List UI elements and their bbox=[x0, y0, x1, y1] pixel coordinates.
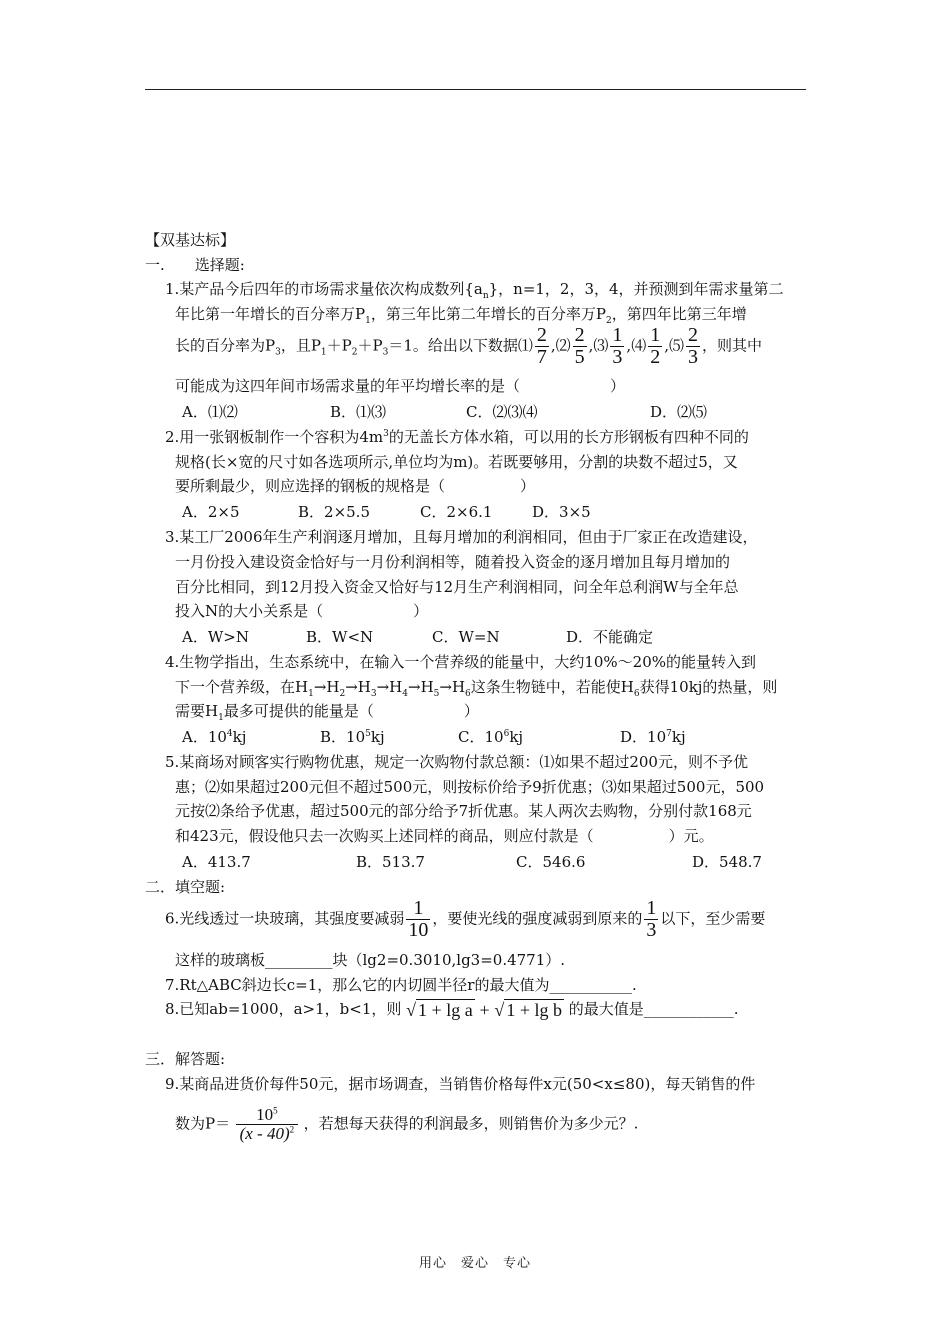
fraction: $\frac{1}{3}$ bbox=[646, 897, 657, 941]
q3-option-a: A．W>N bbox=[182, 628, 249, 646]
q3-option-d: D．不能确定 bbox=[566, 628, 654, 646]
q2-option-a: A．2×5 bbox=[182, 503, 240, 521]
fraction: $\frac{2}{7}$ bbox=[536, 324, 547, 368]
q2-option-c: C．2×6.1 bbox=[420, 503, 493, 521]
fraction: $\frac{1}{3}$ bbox=[612, 324, 623, 368]
q3-option-c: C．W=N bbox=[432, 628, 500, 646]
q3-line1: 3.某工厂2006年生产利润逐月增加，且每月增加的利润相同，但由于厂家正在改造建设， bbox=[165, 528, 758, 546]
section-heading: 【双基达标】 bbox=[145, 231, 236, 249]
q5-option-b: B．513.7 bbox=[356, 853, 425, 871]
fraction: $\frac{1}{10}$ bbox=[408, 897, 429, 941]
q3-line3: 百分比相同，到12月投入资金又恰好与12月生产利润相同，问全年总利润W与全年总 bbox=[175, 578, 739, 596]
q2-line2: 规格(长×宽的尺寸如各选项所示,单位均为m)。若既要够用，分割的块数不超过5，又 bbox=[175, 453, 738, 471]
q6-line1: 6.光线透过一块玻璃，其强度要减弱 $\frac{1}{10}$ ，要使光线的强度减弱到原来的 $\frac{1}{3}$ 以下，至少需要 bbox=[165, 897, 766, 941]
q4-option-d: D．$10^7kj$ bbox=[620, 728, 686, 746]
q5-option-c: C．546.6 bbox=[516, 853, 586, 871]
q1-line2: 年比第一年增长的百分率万$P_1$，第三年比第二年增长的百分率万$P_2$，第四年比第三年增 bbox=[175, 305, 747, 326]
q1-option-a: A．⑴⑵ bbox=[182, 403, 238, 421]
q5-line2: 惠；⑵如果超过200元但不超过500元，则按标价给予9折优惠；⑶如果超过500元，500 bbox=[175, 778, 765, 796]
fraction: $\frac{10^5}{(x - 40)^2}$ bbox=[236, 1106, 298, 1143]
q5-line4: 和423元，假设他只去一次购买上述同样的商品，则应付款是（ ）元。 bbox=[175, 827, 714, 845]
section-choice-title: 一. 选择题: bbox=[145, 256, 245, 274]
q2-line3: 要所剩最少，则应选择的钢板的规格是（ ） bbox=[175, 477, 536, 495]
sqrt-expression: √ 1 + lg a bbox=[406, 999, 473, 1020]
q5-option-a: A．413.7 bbox=[182, 853, 251, 871]
q6-line2: 这样的玻璃板_________块（lg2=0.3010,lg3=0.4771）. bbox=[175, 951, 566, 969]
fraction: $\frac{2}{3}$ bbox=[687, 324, 698, 368]
q5-line1: 5.某商场对顾客实行购物优惠，规定一次购物付款总额：⑴如果不超过200元，则不予优 bbox=[165, 753, 748, 771]
q2-option-d: D．3×5 bbox=[532, 503, 591, 521]
fraction: $\frac{2}{5}$ bbox=[574, 324, 585, 368]
q1-option-c: C．⑵⑶⑷ bbox=[466, 403, 538, 421]
q5-option-d: D．548.7 bbox=[692, 853, 762, 871]
q8-line: 8.已知ab=1000，a>1，b<1，则 √ 1 + lg a + √ 1 + lg b 的最大值是____________. bbox=[165, 999, 739, 1020]
q3-line4: 投入N的大小关系是（ ） bbox=[175, 602, 429, 620]
q9-line1: 9.某商品进货价每件50元，据市场调查，当销售价格每件x元(50<x≤80)，每天销售的件 bbox=[165, 1075, 756, 1093]
q5-line3: 元按⑵条给予优惠，超过500元的部分给予7折优惠。某人两次去购物，分别付款168元 bbox=[175, 802, 752, 820]
q7-line: 7.Rt△ABC斜边长c=1，那么它的内切圆半径r的最大值为___________. bbox=[165, 976, 637, 994]
sqrt-expression: √ 1 + lg b bbox=[494, 999, 562, 1020]
q1-option-d: D．⑵⑸ bbox=[650, 403, 708, 421]
q4-line1: 4.生物学指出，生态系统中，在输入一个营养级的能量中，大约10%～20%的能量转入到 bbox=[165, 653, 756, 671]
q4-option-b: B．$10^5kj$ bbox=[320, 728, 385, 746]
section-fill-title: 二．填空题: bbox=[145, 878, 226, 896]
fraction: $\frac{1}{2}$ bbox=[650, 324, 661, 368]
q4-line2: 下一个营养级，在$H_1\to H_2\to H_3\to H_4\to H_5\to H_6$这条生物链中，若能使$H_6$获得10kj的热量，则 bbox=[175, 678, 778, 699]
q4-option-a: A．$10^4kj$ bbox=[182, 728, 247, 746]
q2-option-b: B．2×5.5 bbox=[298, 503, 370, 521]
page-footer: 用心 爱心 专心 bbox=[418, 1256, 531, 1271]
q3-option-b: B．W<N bbox=[306, 628, 374, 646]
q4-option-c: C．$10^6kj$ bbox=[458, 728, 524, 746]
q9-line2: 数为P＝ $\frac{10^5}{(x - 40)^2}$ ，若想每天获得的利润最多，则销售价为多少元？. bbox=[175, 1105, 639, 1143]
q1-line3: 长的百分率为$P_3$，且$P_1+P_2+P_3=1$。给出以下数据⑴ $\frac{2}{7}$ ,⑵ $\frac{2}{5}$ ,⑶ $\frac{1}{3}$ ,⑷ $\frac{1}{2}$ ,⑸ $\frac{2}{3}$ ，则其中 bbox=[175, 324, 762, 368]
q2-line1: 2.用一张钢板制作一个容积为$4m^3$的无盖长方体水箱，可以用的长方形钢板有四种不同的 bbox=[165, 428, 749, 446]
q3-line2: 一月份投入建设资金恰好与一月份利润相等，随着投入资金的逐月增加且每月增加的 bbox=[175, 553, 731, 571]
header-rule bbox=[145, 89, 806, 90]
q1-line1: 1.某产品今后四年的市场需求量依次构成数列$\{a_n\}$，n=1，2，3，4，并预测到年需求量第二 bbox=[165, 280, 784, 301]
q4-line3: 需要$H_1$最多可提供的能量是（ ） bbox=[175, 702, 479, 723]
q1-option-b: B．⑴⑶ bbox=[330, 403, 387, 421]
section-solve-title: 三．解答题: bbox=[145, 1050, 226, 1068]
q1-line4: 可能成为这四年间市场需求量的年平均增长率的是（ ） bbox=[175, 377, 626, 395]
